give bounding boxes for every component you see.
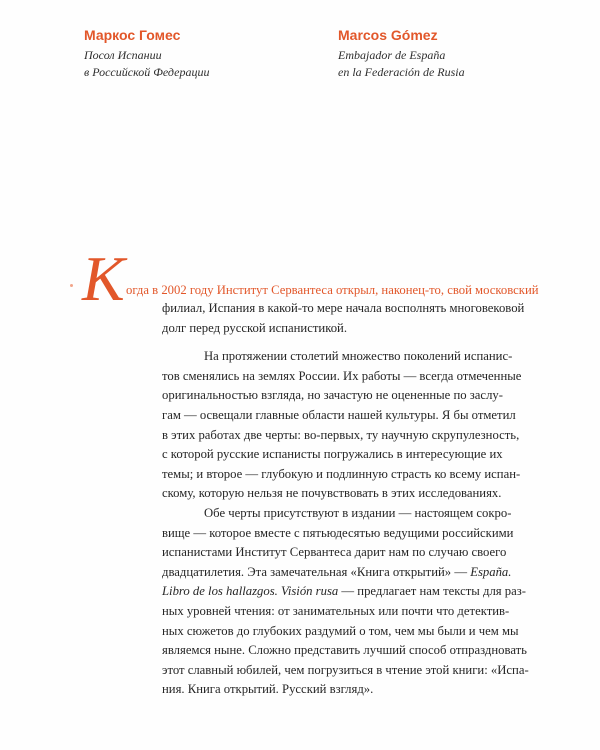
- author-name-russian: Маркос Гомес: [84, 27, 181, 43]
- text-line: На протяжении столетий множество поколений испанис-: [204, 349, 513, 364]
- text-line: [162, 563, 512, 583]
- text-line: вище — которое вместе с пятьюдесятью ведущими российскими: [162, 525, 514, 540]
- text-segment: — предлагает нам тексты для раз-: [338, 584, 527, 599]
- letter-body: [162, 299, 529, 700]
- text-line: темы; и второе — глубокую и подлинную страсть ко всему испан-: [162, 466, 521, 481]
- text-line: этот славный юбилей, чем погрузиться в чтение этой книги: «Испа-: [162, 662, 529, 677]
- author-title-line-2: в Российской Федерации: [84, 65, 210, 79]
- text-segment: двадцатилетия. Эта замечательная «Книга открытий» —: [162, 564, 471, 579]
- text-line: долг перед русской испанистикой.: [162, 320, 348, 335]
- author-title-line-1: Embajador de España: [338, 48, 446, 62]
- text-line: в этих работах две черты: во-первых, ту научную скрупулезность,: [162, 427, 520, 442]
- text-line: скому, которую нельзя не почувствовать в этих исследованиях.: [162, 486, 502, 501]
- text-line: оригинальностью взгляда, но зачастую не оцененные по заслу-: [162, 388, 503, 403]
- text-line: тов сменялись на землях России. Их работы — всегда отмеченные: [162, 368, 522, 383]
- decorative-dot: [70, 284, 73, 287]
- author-title-line-1: Посол Испании: [84, 48, 162, 62]
- text-line: филиал, Испания в какой-то мере начала восполнять многовековой: [162, 301, 525, 315]
- text-line: гам — освещали главные области нашей культуры. Я бы отметил: [162, 407, 516, 422]
- book-title-italic: España.: [470, 564, 512, 579]
- author-name-spanish: Marcos Gómez: [338, 27, 438, 43]
- text-line: ных уровней чтения: от занимательных или почти что детектив-: [162, 603, 510, 618]
- drop-cap: К: [82, 243, 125, 314]
- author-block-spanish: [338, 26, 538, 81]
- text-line: Обе черты присутствуют в издании — настоящем сокро-: [204, 505, 512, 520]
- text-line: с которой русские испанисты погружались в интересующие их: [162, 447, 503, 462]
- text-line: [162, 582, 527, 602]
- text-line: являемся ныне. Сложно представить лучший способ отпраздновать: [162, 643, 527, 658]
- text-line: ния. Книга открытий. Русский взгляд».: [162, 682, 374, 697]
- text-line: ных сюжетов до глубоких раздумий о том, чем мы были и чем мы: [162, 623, 519, 638]
- intro-first-line: огда в 2002 году Институт Сервантеса открыл, наконец-то, свой московский: [126, 283, 539, 297]
- author-title-line-2: en la Federación de Rusia: [338, 65, 465, 79]
- book-title-italic: Libro de los hallazgos. Visión rusa: [162, 584, 339, 599]
- text-line: испанистами Институт Сервантеса дарит нам по случаю своего: [162, 545, 507, 560]
- author-block-russian: [84, 26, 284, 81]
